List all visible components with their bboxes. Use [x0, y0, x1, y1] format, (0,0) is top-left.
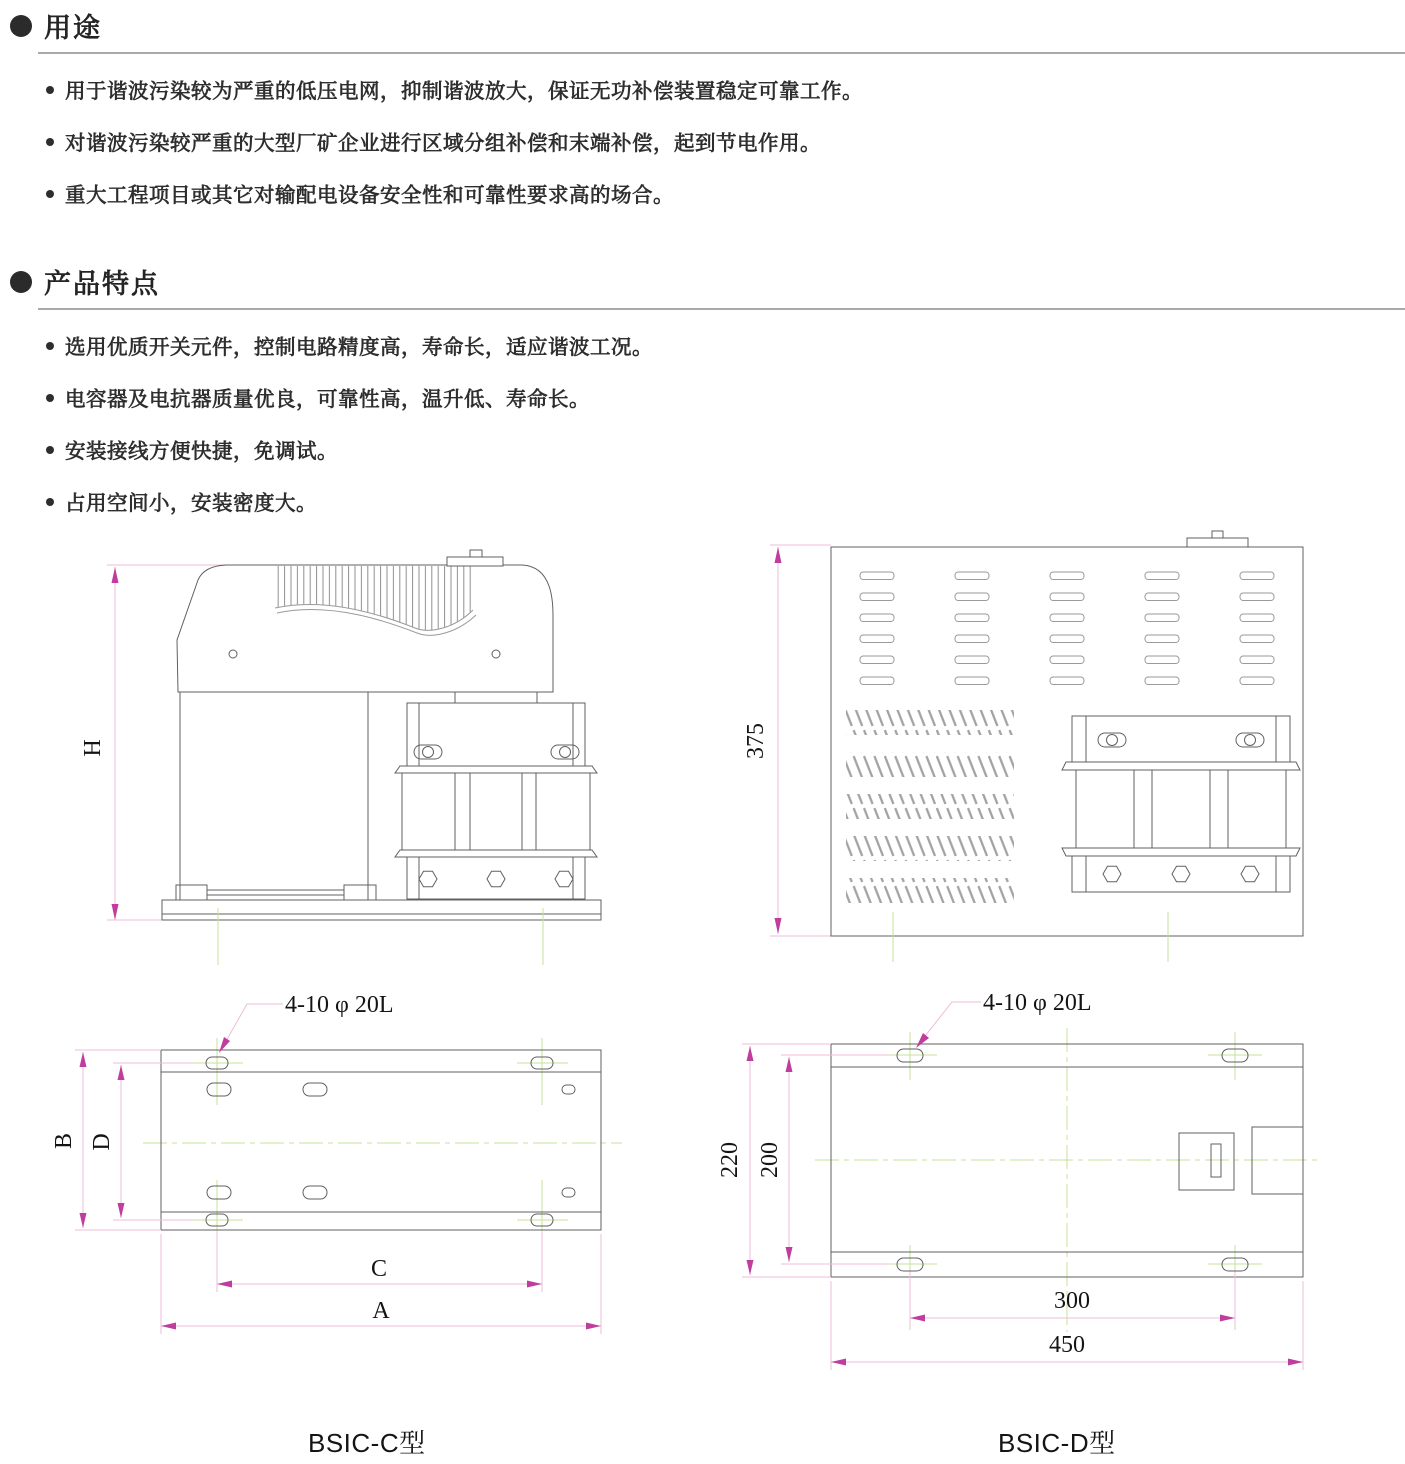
dim-label-A: A [372, 1298, 390, 1324]
diagonal-vent-slots [846, 710, 1014, 903]
usage-bullet [46, 178, 1405, 208]
reactor-bottom-flange [1062, 848, 1300, 856]
section-marker-icon [10, 15, 32, 37]
bullet-dot-icon [46, 446, 54, 454]
feature-bullet-text: 安装接线方便快捷，免调试。 [65, 440, 338, 463]
slot-hole-small [562, 1085, 575, 1094]
louver-vent-grid [860, 572, 1274, 685]
dimension-375 [743, 545, 831, 936]
hex-bolt [1241, 866, 1259, 882]
hole-note [916, 990, 1092, 1048]
hex-bolt [1103, 866, 1121, 882]
hex-bolt [555, 871, 573, 887]
slot-hole [303, 1083, 327, 1096]
section-features-header [0, 262, 1405, 301]
dim-label-D: D [89, 1133, 115, 1151]
reactor-bottom-flange [395, 850, 597, 857]
usage-bullet-text: 用于谐波污染较为严重的低压电网，抑制谐波放大，保证无功补偿装置稳定可靠工作。 [65, 80, 863, 103]
drawing-plan-view-bsic-d [717, 980, 1320, 1380]
base-plate [162, 900, 601, 965]
reactor-front [1062, 716, 1300, 892]
capacitor-top-housing [177, 550, 553, 692]
dimension-H [80, 565, 237, 920]
hex-bolt [1172, 866, 1190, 882]
slot-hole [303, 1186, 327, 1199]
hole-note [219, 992, 394, 1053]
dim-label-height: 375 [743, 723, 769, 759]
section-usage [0, 6, 1405, 230]
bullet-dot-icon [46, 498, 54, 506]
section-features [0, 262, 1405, 538]
dim-label-300: 300 [1054, 1288, 1090, 1314]
foot-bracket [176, 885, 207, 900]
section-divider [38, 308, 1405, 310]
reactor-base-block [1072, 856, 1290, 892]
bullet-dot-icon [46, 394, 54, 402]
bullet-dot-icon [46, 138, 54, 146]
hex-bolt [487, 871, 505, 887]
drawing-plan-view-bsic-c [51, 980, 640, 1340]
feature-bullet [46, 382, 1405, 412]
lamination-stack [1228, 770, 1286, 848]
lamination-stack [470, 773, 522, 850]
reactor-base-block [407, 857, 585, 899]
usage-bullet-text: 对谐波污染较严重的大型厂矿企业进行区域分组补偿和末端补偿，起到节电作用。 [65, 132, 821, 155]
section-title: 用途 [44, 13, 102, 43]
dimension-300 [910, 1272, 1235, 1326]
terminal-clamp [1098, 733, 1126, 747]
feature-bullet [46, 434, 1405, 464]
terminal-clamp [551, 745, 579, 759]
drawing-side-view-bsic-c [80, 530, 650, 980]
section-title: 产品特点 [44, 269, 160, 299]
dim-label-B: B [51, 1132, 77, 1150]
drawing-front-view-bsic-d [730, 525, 1330, 970]
mounting-plate [161, 1050, 601, 1230]
dim-label-220: 220 [717, 1142, 743, 1178]
reactor-top-flange [395, 766, 597, 773]
usage-bullet [46, 126, 1405, 156]
slot-hole [207, 1083, 231, 1096]
feature-bullet-text: 选用优质开关元件，控制电路精度高，寿命长，适应谐波工况。 [65, 336, 653, 359]
dim-label-C: C [370, 1256, 388, 1282]
slot-hole-small [562, 1188, 575, 1197]
hole-note-label: 4-10 φ 20L [285, 992, 394, 1018]
usage-bullet [46, 74, 1405, 104]
lamination-stack [1076, 770, 1134, 848]
caption-bsic-c: BSIC-C型 [308, 1428, 426, 1458]
section-usage-header [0, 6, 1405, 45]
slot-hole [207, 1186, 231, 1199]
dimension-D [89, 1063, 194, 1220]
foot-bracket [344, 885, 376, 900]
reactor-top-frame [407, 703, 585, 766]
centerlines [815, 1028, 1320, 1332]
feature-bullet-text: 占用空间小，安装密度大。 [65, 492, 317, 515]
usage-bullet-list [46, 74, 1405, 208]
lamination-stack [402, 773, 455, 850]
feature-bullet [46, 486, 1405, 516]
bullet-dot-icon [46, 190, 54, 198]
dim-label-450: 450 [1049, 1332, 1085, 1358]
feature-bullet-text: 电容器及电抗器质量优良，可靠性高，温升低、寿命长。 [65, 388, 590, 411]
cap-hole [492, 650, 500, 658]
top-terminal-nub [1212, 531, 1223, 538]
top-terminal [1187, 538, 1248, 547]
dimension-C [217, 1232, 542, 1292]
bullet-dot-icon [46, 86, 54, 94]
reactor-side [395, 692, 597, 899]
section-divider [38, 52, 1405, 54]
top-terminal [447, 557, 503, 566]
lamination-stack [1152, 770, 1210, 848]
dim-label-height: H [80, 739, 106, 757]
reactor-top-frame [1072, 716, 1290, 762]
feature-bullet [46, 330, 1405, 360]
cap-hole [229, 650, 237, 658]
top-terminal-nub [470, 550, 482, 557]
caption-bsic-d: BSIC-D型 [998, 1428, 1116, 1458]
connector-box [1179, 1133, 1234, 1190]
capacitor-body [176, 692, 376, 900]
usage-bullet-text: 重大工程项目或其它对输配电设备安全性和可靠性要求高的场合。 [65, 184, 674, 207]
terminal-clamp [414, 745, 442, 759]
hex-bolt [419, 871, 437, 887]
terminal-clamp [1236, 733, 1264, 747]
lamination-stack [536, 773, 590, 850]
bullet-dot-icon [46, 342, 54, 350]
hole-note-label: 4-10 φ 20L [983, 990, 1092, 1016]
dim-label-200: 200 [757, 1142, 783, 1178]
reactor-top-flange [1062, 762, 1300, 770]
features-bullet-list [46, 330, 1405, 516]
section-marker-icon [10, 271, 32, 293]
